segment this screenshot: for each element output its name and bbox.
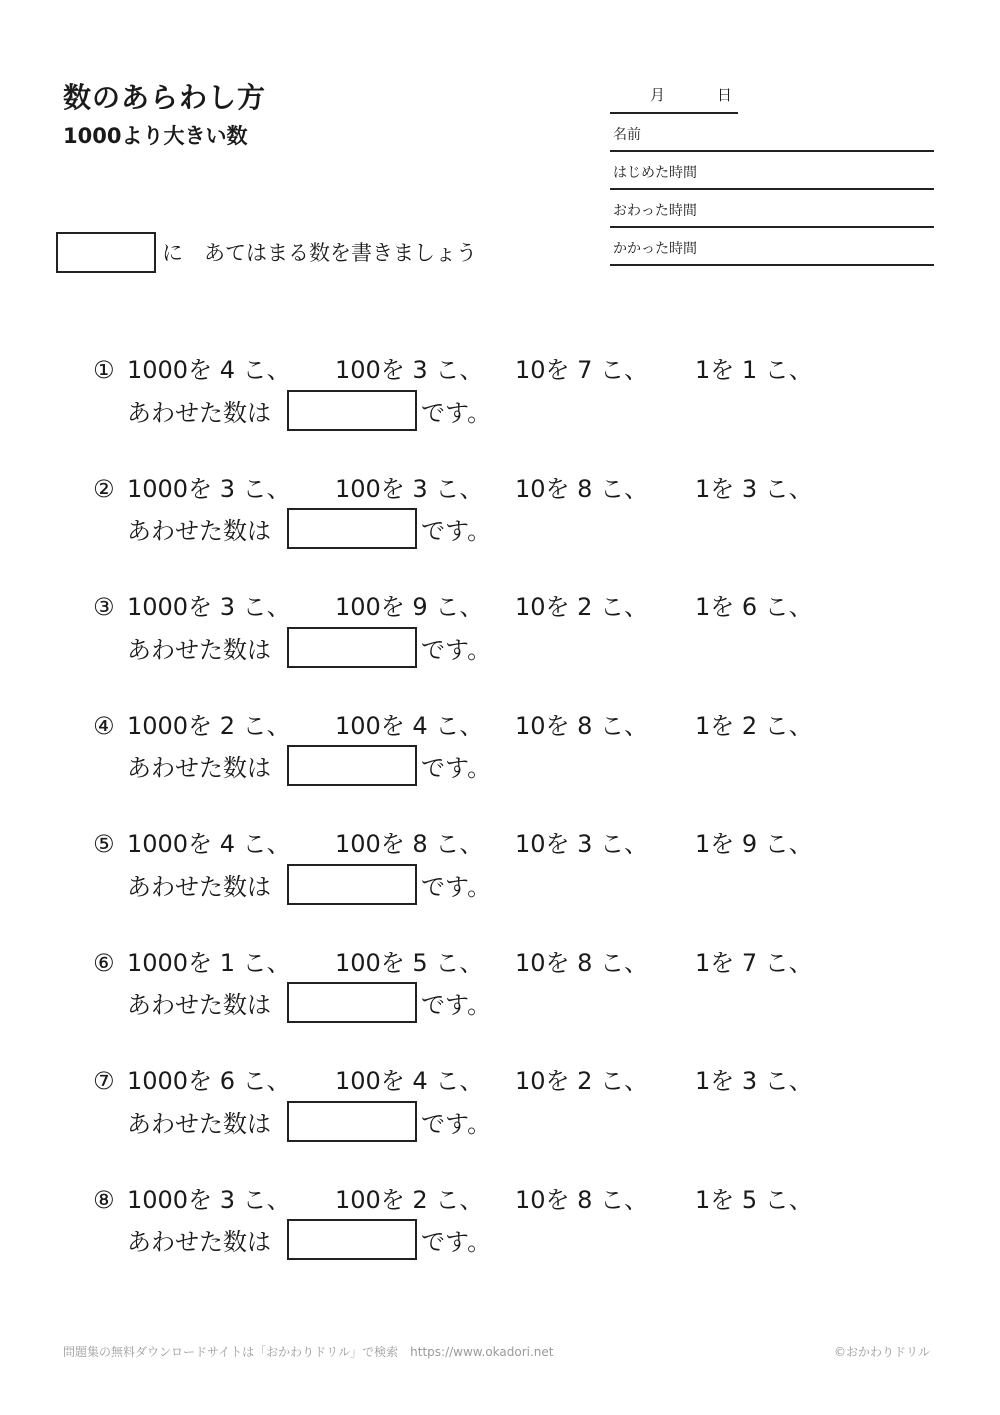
problem-answer-line: [127, 507, 491, 551]
problem-number: ③: [93, 593, 115, 621]
answer-box[interactable]: [287, 508, 417, 549]
problem-item: [93, 706, 853, 825]
problem-condition-line: [93, 943, 853, 983]
problem-tens-term: 10を 8 こ、: [515, 474, 649, 503]
answer-prompt: あわせた数は: [127, 991, 271, 1019]
answer-suffix: です。: [421, 398, 492, 427]
end-time-field[interactable]: [610, 190, 934, 228]
problem-number: ①: [93, 356, 115, 384]
answer-suffix: です。: [421, 635, 492, 664]
problem-tens-term: 10を 2 こ、: [515, 1067, 649, 1095]
problem-number: ④: [93, 711, 115, 740]
problem-number: ⑥: [93, 948, 115, 977]
instruction-sample-box: [56, 232, 156, 273]
problem-tens-term: 10を 8 こ、: [515, 711, 649, 740]
start-time-label: はじめた時間: [613, 165, 697, 181]
answer-prompt: あわせた数は: [127, 754, 271, 782]
problem-thousands-term: 1000を 3 こ、: [127, 474, 291, 503]
answer-suffix: です。: [421, 754, 492, 782]
problem-ones-term: 1を 7 こ、: [695, 948, 813, 977]
problem-ones-term: 1を 3 こ、: [695, 1067, 813, 1095]
name-field[interactable]: [610, 114, 934, 152]
problem-tens-term: 10を 3 こ、: [515, 830, 649, 858]
problem-ones-term: 1を 9 こ、: [695, 830, 813, 858]
problem-tens-term: 10を 8 こ、: [515, 948, 649, 977]
day-label: 日: [717, 86, 733, 104]
problem-tens-term: 10を 2 こ、: [515, 593, 649, 621]
end-time-label: おわった時間: [613, 203, 697, 219]
problem-hundreds-term: 100を 3 こ、: [335, 474, 484, 503]
problem-hundreds-term: 100を 4 こ、: [335, 1067, 484, 1095]
problem-condition-line: [93, 1180, 853, 1220]
page-subtitle: 1000より大きい数: [63, 124, 248, 148]
problem-answer-line: [127, 744, 491, 788]
problem-tens-term: 10を 7 こ、: [515, 356, 649, 384]
answer-box[interactable]: [287, 390, 417, 431]
problem-condition-line: [93, 587, 853, 627]
problem-thousands-term: 1000を 4 こ、: [127, 356, 291, 384]
problem-thousands-term: 1000を 6 こ、: [127, 1067, 291, 1095]
name-label: 名前: [613, 127, 641, 143]
problem-item: [93, 824, 853, 943]
answer-prompt: あわせた数は: [127, 1109, 271, 1138]
problem-thousands-term: 1000を 3 こ、: [127, 1185, 291, 1214]
problem-hundreds-term: 100を 5 こ、: [335, 948, 484, 977]
problem-answer-line: [127, 1218, 491, 1262]
problem-condition-line: [93, 824, 853, 864]
problem-ones-term: 1を 6 こ、: [695, 593, 813, 621]
problem-ones-term: 1を 3 こ、: [695, 474, 813, 503]
answer-box[interactable]: [287, 864, 417, 905]
answer-prompt: あわせた数は: [127, 517, 271, 545]
footer-site-note: 問題集の無料ダウンロードサイトは「おかわりドリル」で検索 https://www.okadori.net: [63, 1345, 554, 1359]
problem-hundreds-term: 100を 4 こ、: [335, 711, 484, 740]
problem-answer-line: [127, 625, 491, 669]
answer-box[interactable]: [287, 982, 417, 1023]
problem-condition-line: [93, 1061, 853, 1101]
answer-suffix: です。: [421, 991, 492, 1019]
problem-ones-term: 1を 1 こ、: [695, 356, 813, 384]
problem-item: [93, 943, 853, 1062]
problem-hundreds-term: 100を 8 こ、: [335, 830, 484, 858]
answer-prompt: あわせた数は: [127, 872, 271, 901]
problem-item: [93, 1061, 853, 1180]
elapsed-time-field[interactable]: [610, 228, 934, 266]
answer-prompt: あわせた数は: [127, 635, 271, 664]
problem-condition-line: [93, 706, 853, 746]
problem-answer-line: [127, 388, 491, 432]
problem-list: [93, 350, 853, 1298]
answer-box[interactable]: [287, 745, 417, 786]
answer-suffix: です。: [421, 872, 492, 901]
problem-number: ⑦: [93, 1067, 115, 1095]
problem-number: ②: [93, 474, 115, 503]
problem-thousands-term: 1000を 3 こ、: [127, 593, 291, 621]
answer-box[interactable]: [287, 1219, 417, 1260]
elapsed-time-label: かかった時間: [613, 241, 697, 257]
answer-box[interactable]: [287, 627, 417, 668]
problem-number: ⑧: [93, 1185, 115, 1214]
problem-ones-term: 1を 2 こ、: [695, 711, 813, 740]
answer-box[interactable]: [287, 1101, 417, 1142]
problem-answer-line: [127, 981, 491, 1025]
problem-answer-line: [127, 862, 491, 906]
answer-suffix: です。: [421, 1228, 492, 1256]
problem-tens-term: 10を 8 こ、: [515, 1185, 649, 1214]
answer-suffix: です。: [421, 1109, 492, 1138]
date-field[interactable]: [610, 74, 738, 114]
month-label: 月: [650, 86, 666, 104]
instruction: [56, 232, 477, 272]
student-info-block: [610, 74, 934, 266]
problem-number: ⑤: [93, 830, 115, 858]
problem-condition-line: [93, 350, 853, 390]
instruction-text: に あてはまる数を書きましょう: [162, 241, 477, 265]
problem-item: [93, 469, 853, 588]
problem-thousands-term: 1000を 2 こ、: [127, 711, 291, 740]
answer-prompt: あわせた数は: [127, 398, 271, 427]
problem-thousands-term: 1000を 4 こ、: [127, 830, 291, 858]
footer-copyright: ©おかわりドリル: [833, 1345, 930, 1359]
problem-thousands-term: 1000を 1 こ、: [127, 948, 291, 977]
problem-hundreds-term: 100を 9 こ、: [335, 593, 484, 621]
problem-condition-line: [93, 469, 853, 509]
problem-hundreds-term: 100を 2 こ、: [335, 1185, 484, 1214]
problem-answer-line: [127, 1099, 491, 1143]
page-title: 数のあらわし方: [63, 81, 267, 114]
problem-hundreds-term: 100を 3 こ、: [335, 356, 484, 384]
problem-item: [93, 1180, 853, 1299]
answer-prompt: あわせた数は: [127, 1228, 271, 1256]
start-time-field[interactable]: [610, 152, 934, 190]
problem-item: [93, 350, 853, 469]
answer-suffix: です。: [421, 517, 492, 545]
problem-item: [93, 587, 853, 706]
problem-ones-term: 1を 5 こ、: [695, 1185, 813, 1214]
